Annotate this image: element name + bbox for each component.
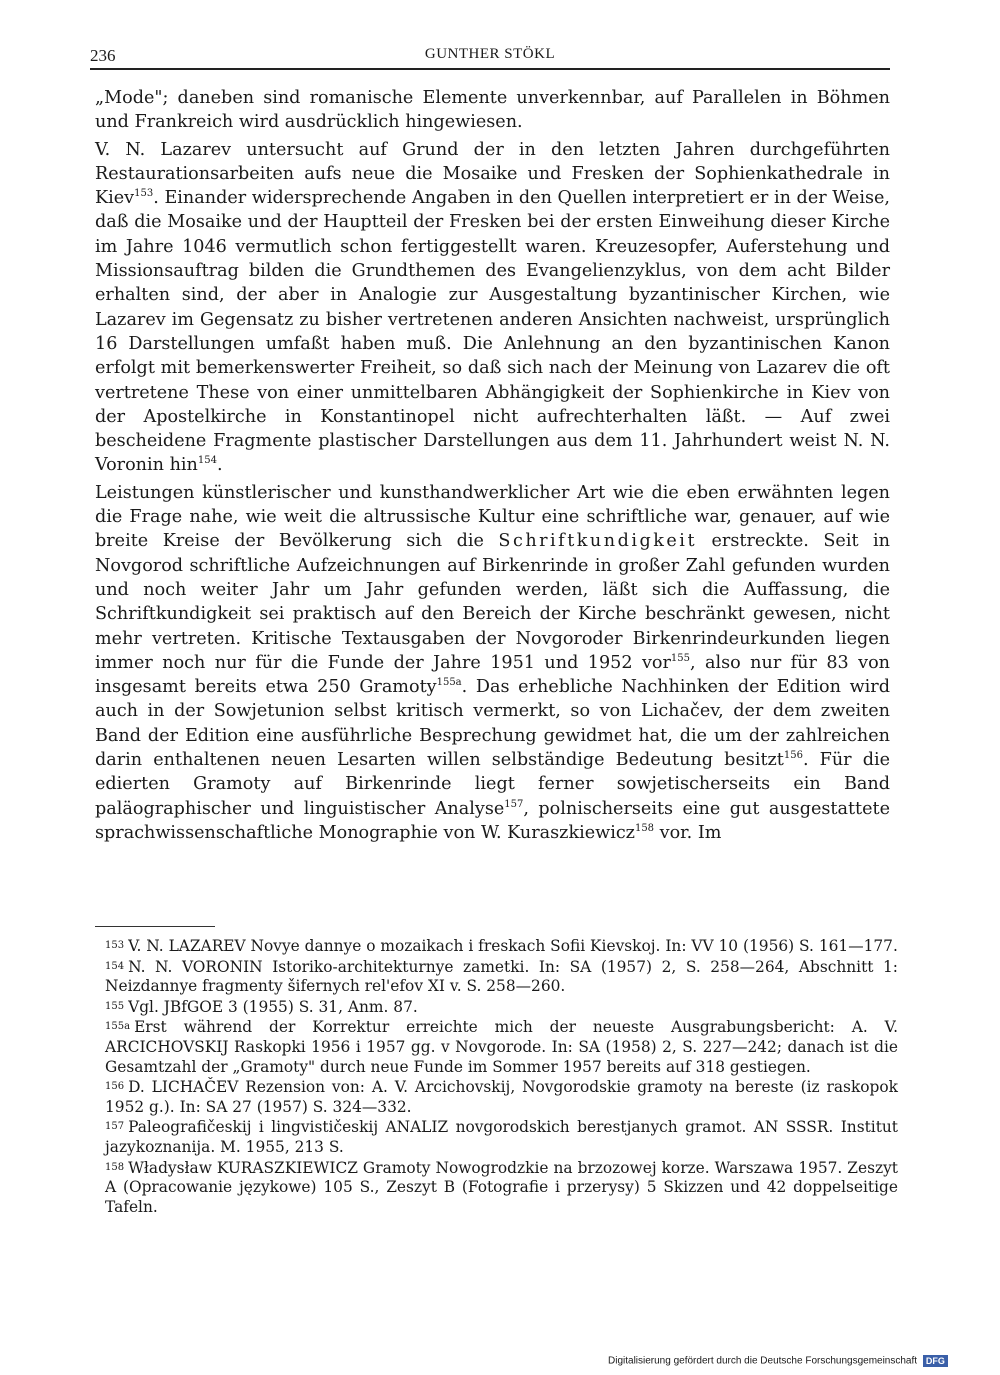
running-head: GUNTHER STÖKL bbox=[424, 46, 556, 62]
text-segment: Leistungen künstlerischer und kunsthandwerklicher Art wie die eben erwähnten legen die Frage nahe, wie weit die altrussische Kultur eine schriftliche war, genauer, auf wie breite Kreise der Bevölkerung sich die bbox=[95, 482, 890, 552]
footnote-text: Erst während der Korrektur erreichte mich der neueste Ausgrabungsbericht: A. V. ARCICHOVSKIJ Raskopki 1956 i 1957 gg. v Novgorode. In: SA (1958) 2, S. 227—242; danach ist die Gesamtzahl der „Gramoty" durch neue Funde im Sommer 1957 bereits auf 318 gestiegen. bbox=[105, 1018, 898, 1076]
footnote-ref[interactable]: 154 bbox=[197, 455, 217, 467]
footnote-ref[interactable]: 158 bbox=[634, 822, 655, 834]
dfg-logo: DFG bbox=[923, 1355, 948, 1367]
page-number: 236 bbox=[90, 46, 116, 65]
text-segment: vor. Im bbox=[654, 822, 722, 843]
footnote-number: 153 bbox=[105, 940, 125, 951]
text-segment: . bbox=[216, 455, 223, 476]
footer-text: Digitalisierung gefördert durch die Deutsche Forschungsgemeinschaft bbox=[608, 1355, 918, 1367]
footnote-separator bbox=[95, 926, 215, 927]
text-segment: erstreckte. Seit in Novgorod schriftliche Aufzeichnungen auf Birkenrinde in großer Zahl gefunden wurden und noch weiter Jahr um Jahr gefunden werden, läßt sich die Auffassung, die Schriftkundigkeit sei praktisch auf den Bereich der Kirche beschränkt gewesen, nicht mehr vertreten. Kritische Textausgaben der Novgoroder Birkenrindeurkunden liegen immer noch nur für die Funde der Jahre 1951 und 1952 vor bbox=[95, 531, 890, 673]
footnote bbox=[105, 1158, 898, 1218]
footnote-text: V. N. LAZAREV Novye dannye o mozaikach i freskach Sofii Kievskoj. In: VV 10 (1956) S. 161—177. bbox=[128, 937, 898, 955]
text-segment: V. N. Lazarev untersucht auf Grund der in den letzten Jahren durchgeführten Restaurationsarbeiten aufs neue die Mosaike und Fresken der Sophienkathedrale in Kiev bbox=[95, 139, 890, 209]
footnote bbox=[105, 936, 898, 957]
page-header bbox=[90, 44, 890, 70]
footnote-number: 158 bbox=[105, 1161, 125, 1173]
footnote-ref[interactable]: 155a bbox=[436, 677, 462, 689]
paragraph-2 bbox=[95, 138, 890, 478]
footnote bbox=[105, 1017, 898, 1077]
digitization-footer bbox=[608, 1355, 948, 1367]
paragraph-1: „Mode"; daneben sind romanische Elemente unverkennbar, auf Parallelen in Böhmen und Frankreich wird ausdrücklich hingewiesen. bbox=[95, 88, 890, 133]
footnote-number: 155 bbox=[105, 1000, 125, 1012]
text-segment: , polnischerseits eine gut ausgestattete sprachwissenschaftliche Monographie von W. Kuraszkiewicz bbox=[95, 798, 890, 843]
text-segment: , also nur für 83 von insgesamt bereits etwa 250 Gramoty bbox=[95, 652, 890, 698]
footnote-text: Paleografičeskij i lingvističeskij ANALIZ novgorodskich berestjanych gramot. AN SSSR. Institut jazykoznanija. M. 1955, 213 S. bbox=[105, 1118, 898, 1156]
footnote-number: 154 bbox=[105, 960, 125, 972]
footnote bbox=[105, 1077, 898, 1117]
footnote-text: Vgl. JBfGOE 3 (1955) S. 31, Anm. 87. bbox=[128, 997, 418, 1016]
footnote bbox=[105, 997, 898, 1018]
footnote bbox=[105, 1117, 898, 1157]
footnote-text: D. LICHAČEV Rezension von: A. V. Arcichovskij, Novgorodskie gramoty na bereste (iz raskopok 1952 g.). In: SA 27 (1957) S. 324—332. bbox=[105, 1078, 898, 1116]
footnote-ref[interactable]: 155 bbox=[670, 652, 690, 664]
footnotes bbox=[105, 936, 898, 1217]
footnote-ref[interactable]: 156 bbox=[783, 750, 803, 762]
footnote-text: Władysław KURASZKIEWICZ Gramoty Nowogrodzkie na brzozowej korze. Warszawa 1957. Zeszyt A (Opracowanie językowe) 105 S., Zeszyt B (Fotografie i przerysy) 5 Skizzen und 42 doppelseitige Tafeln. bbox=[105, 1158, 898, 1216]
text-segment: . Das erhebliche Nachhinken der Edition wird auch in der Sowjetunion selbst kritisch vermerkt, so von Lichačev, der dem zweiten Band der Edition eine ausführliche Besprechung gewidmet hat, die um der zahlreichen darin enthaltenen neuen Lesarten willen selbständige Bedeutung besitzt bbox=[95, 677, 890, 771]
emphasized-term: Schriftkundigkeit bbox=[498, 531, 698, 552]
footnote-ref[interactable]: 157 bbox=[504, 798, 524, 810]
body-text bbox=[95, 86, 890, 845]
footnote-number: 156 bbox=[105, 1081, 125, 1093]
footnote-text: N. N. VORONIN Istoriko-architekturnye zametki. In: SA (1957) 2, S. 258—264, Abschnitt 1: Neizdannye fragmenty šifernych rel'efov XI v. S. 258—260. bbox=[105, 957, 898, 996]
footnote-number: 157 bbox=[105, 1121, 125, 1133]
footnote bbox=[105, 957, 898, 997]
text-segment: . Einander widersprechende Angaben in den Quellen interpretiert er in der Weise, daß die Mosaike und der Hauptteil der Fresken bei der ersten Einweihung dieser Kirche im Jahre 1046 vermutlich schon fertiggestellt waren. Kreuzesopfer, Auferstehung und Missionsauftrag bilden die Grundthemen des Evangelienzyklus, von dem acht Bilder erhalten sind, der aber in Analogie zur Ausgestaltung byzantinischer Kirchen, wie Lazarev im Gegensatz zu bisher vertretenen anderen Ansichten nachweist, ursprünglich 16 Darstellungen umfaßt haben muß. Die Anlehnung an den byzantinischen Kanon erfolgt mit bemerkenswerter Freiheit, so daß sich nach der Meinung von Lazarev die oft vertretene These von einer unmittelbaren Abhängigkeit der Sophienkirche in Kiev von der Apostelkirche in Konstantinopel nicht aufrechterhalten läßt. — Auf zwei bescheidene Fragmente plastischer Darstellungen aus dem 11. Jahrhundert weist N. N. Voronin hin bbox=[95, 188, 890, 476]
footnote-number: 155a bbox=[105, 1021, 131, 1033]
footnote-ref[interactable]: 153 bbox=[134, 188, 154, 200]
text-segment: . Für die edierten Gramoty auf Birkenrinde liegt ferner sowjetischerseits ein Band paläographischer und linguistischer Analyse bbox=[95, 750, 890, 819]
paragraph-3 bbox=[95, 481, 890, 845]
